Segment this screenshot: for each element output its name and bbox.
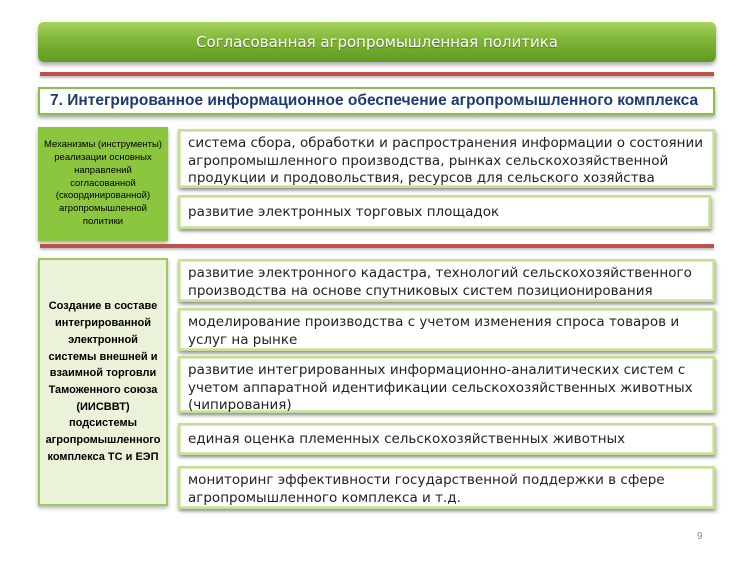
list-item-breeding: единая оценка племенных сельскохозяйственных животных [178, 423, 715, 455]
page-number: 9 [697, 531, 703, 542]
mechanisms-label-box [38, 127, 168, 241]
section-title: 7. Интегрированное информационное обеспечение агропромышленного комплекса [38, 87, 715, 115]
list-item-cadastre: развитие электронного кадастра, технологий сельскохозяйственного производства на основе спутниковых систем позиционирования [178, 259, 715, 302]
subsystem-label: Создание в составе интегрированной электронной системы внешней и взаимной торговли Таможенного союза (ИИСВВТ) подсистемы агропромышленного комплекса ТС и ЕЭП [45, 300, 161, 463]
list-item-analytics: развитие интегрированных информационно-аналитических систем с учетом аппаратной идентификации сельскохозяйственных животных (чипирования) [178, 356, 715, 413]
slide-banner [38, 22, 716, 62]
list-item-monitoring: мониторинг эффективности государственной поддержки в сфере агропромышленного комплекса и т.д. [178, 466, 715, 509]
divider-line [40, 244, 714, 248]
divider-line [40, 72, 714, 76]
banner-title: Согласованная агропромышленная политика [196, 33, 558, 51]
mechanisms-label: Механизмы (инструменты) реализации основных направлений согласованной (скоординированной) агропромышленной политики [44, 139, 162, 228]
list-item-info-system: система сбора, обработки и распространения информации о состоянии агропромышленного производства, рынках сельскохозяйственной продукции и продовольствия, ресурсов для сельского хозяйства [178, 129, 715, 188]
subsystem-label-box [38, 258, 168, 506]
list-item-modeling: моделирование производства с учетом изменения спроса товаров и услуг на рынке [178, 308, 715, 351]
list-item-e-trading: развитие электронных торговых площадок [178, 195, 711, 229]
